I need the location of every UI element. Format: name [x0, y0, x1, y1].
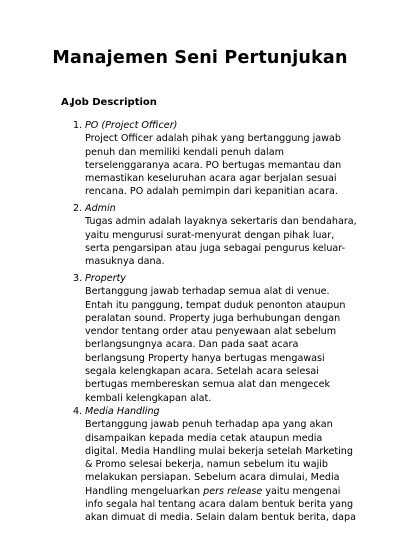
body-line: penuh dan memiliki kendali penuh dalam: [85, 146, 284, 158]
body-line: berlangsung Property hanya bertugas mengawasi: [85, 352, 325, 364]
item-number: 4.: [73, 406, 83, 417]
item-body: [85, 215, 363, 268]
list-item-media-handling: [73, 405, 363, 525]
body-line: segala kelengkapan acara. Setelah acara selesai: [85, 366, 319, 378]
body-line: berlangsungnya acara. Dan pada saat acara: [85, 339, 299, 351]
section-heading: [61, 97, 157, 108]
item-heading: [73, 405, 363, 418]
body-line: bertugas membereskan semua alat dan mengecek: [85, 379, 331, 391]
text-run: Handling mengeluarkan: [85, 485, 204, 497]
body-line: Tugas admin adalah layaknya sekertaris dan bendahara,: [85, 216, 357, 228]
body-line: Bertanggung jawab penuh terhadap apa yang akan: [85, 419, 333, 431]
body-line: terselenggaranya acara. PO bertugas memantau dan: [85, 159, 342, 171]
italic-term: pers release: [203, 485, 263, 497]
page-title: Manajemen Seni Pertunjukan: [52, 48, 348, 68]
body-line: disampaikan kepada media cetak ataupun media: [85, 432, 323, 444]
body-line: yaitu mengurusi surat-menyurat dengan pihak luar,: [85, 229, 335, 241]
body-line: Entah itu panggung, tempat duduk penonton ataupun: [85, 299, 346, 311]
body-line: Project Officer adalah pihak yang bertanggung jawab: [85, 133, 341, 145]
body-line: memastikan keseluruhan acara agar berjalan sesuai: [85, 173, 337, 185]
text-run: yaitu mengenai: [262, 485, 341, 497]
item-number: 1.: [73, 120, 83, 131]
list-item-admin: [73, 202, 363, 268]
body-line: kembali kelengkapan alat.: [85, 392, 212, 404]
item-heading: [73, 119, 363, 132]
item-body: [85, 418, 363, 524]
body-line-mixed: [85, 485, 363, 498]
item-heading: [73, 272, 363, 285]
section-label: Job Description: [71, 97, 157, 108]
body-line: rencana. PO adalah pemimpin dari kepanitian acara.: [85, 186, 338, 198]
body-line: masuknya dana.: [85, 256, 165, 268]
item-heading: [73, 202, 363, 215]
item-body: [85, 285, 363, 405]
item-title: PO (Project Officer): [85, 120, 178, 131]
body-line: Bertanggung jawab terhadap semua alat di venue.: [85, 286, 330, 298]
item-title: Property: [85, 273, 126, 284]
item-title: Admin: [85, 203, 116, 214]
list-item-property: [73, 272, 363, 405]
list-item-po: [73, 119, 363, 199]
body-line: akan dimuat di media. Selain dalam bentuk berita, dapa: [85, 512, 356, 524]
body-line: digital. Media Handling mulai bekerja setelah Marketing: [85, 445, 353, 457]
body-line: & Promo selesai bekerja, namun sebelum itu wajib: [85, 459, 329, 471]
body-line: melakukan persiapan. Sebelum acara dimulai, Media: [85, 472, 340, 484]
section-letter: A.: [61, 97, 73, 108]
body-line: serta pengarsipan atau juga sebagai pengurus keluar-: [85, 242, 346, 254]
item-body: [85, 132, 363, 198]
item-number: 3.: [73, 273, 83, 284]
body-line: peralatan sound. Property juga berhubungan dengan: [85, 312, 341, 324]
item-number: 2.: [73, 203, 83, 214]
item-title: Media Handling: [85, 406, 160, 417]
body-line: info segala hal tentang acara dalam bentuk berita yang: [85, 499, 354, 511]
body-line: vendor tentang order atau penyewaan alat sebelum: [85, 326, 337, 338]
